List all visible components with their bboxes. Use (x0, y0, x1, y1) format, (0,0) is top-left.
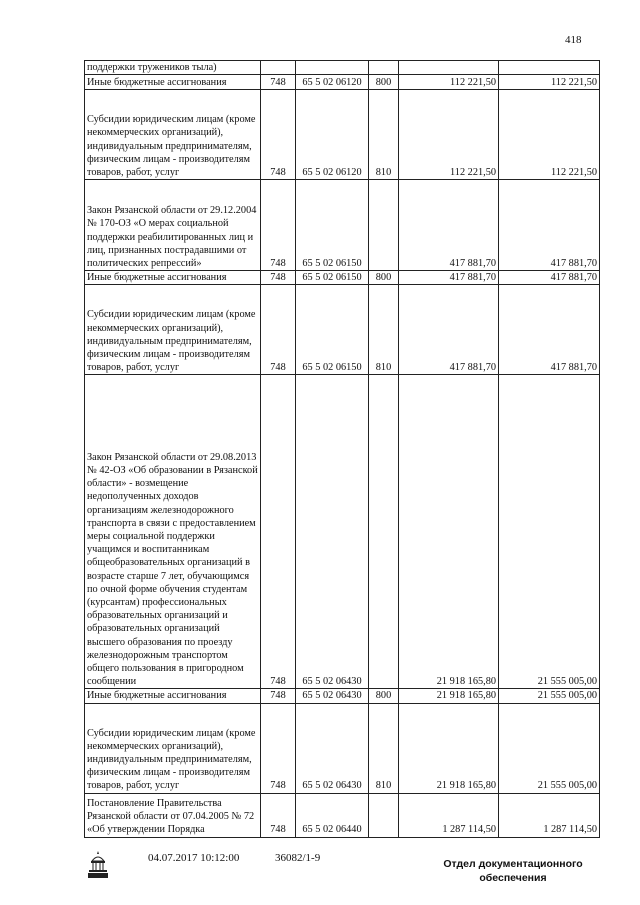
row-vr (369, 180, 399, 271)
row-sum-2018: 1 287 114,50 (399, 793, 499, 837)
footer-department (438, 857, 588, 885)
row-vr: 800 (369, 689, 399, 703)
row-gr: 748 (261, 90, 296, 180)
row-gr: 748 (261, 75, 296, 90)
row-sum-2019: 21 555 005,00 (499, 689, 600, 703)
department-line-1: Отдел документационного (443, 858, 583, 870)
row-vr: 810 (369, 703, 399, 793)
row-gr: 748 (261, 271, 296, 285)
row-sum-2018 (399, 61, 499, 75)
row-gr (261, 61, 296, 75)
footer-doc-number: 36082/1-9 (275, 852, 321, 864)
row-name: Постановление Правительства Рязанской области от 07.04.2005 № 72 «Об утверждении Порядка (85, 793, 261, 837)
row-gr: 748 (261, 285, 296, 375)
row-sum-2019: 417 881,70 (499, 285, 600, 375)
row-sum-2018: 21 918 165,80 (399, 689, 499, 703)
row-sum-2018: 417 881,70 (399, 285, 499, 375)
row-name: Субсидии юридическим лицам (кроме некоммерческих организаций), индивидуальным предпринимателям, физическим лицам - производителям товаров, работ, услуг (85, 90, 261, 180)
row-vr: 810 (369, 285, 399, 375)
duma-logo-icon (86, 849, 110, 879)
row-name: Субсидии юридическим лицам (кроме некоммерческих организаций), индивидуальным предпринимателям, физическим лицам - производителям товаров, работ, услуг (85, 285, 261, 375)
row-sum-2019: 417 881,70 (499, 180, 600, 271)
row-sum-2019: 21 555 005,00 (499, 375, 600, 689)
table-row (85, 793, 600, 837)
department-line-2: обеспечения (479, 872, 547, 884)
row-vr (369, 375, 399, 689)
row-gr: 748 (261, 793, 296, 837)
table-row (85, 180, 600, 271)
row-cs: 65 5 02 06120 (296, 90, 369, 180)
row-sum-2018: 21 918 165,80 (399, 703, 499, 793)
table-row (85, 285, 600, 375)
row-name: Закон Рязанской области от 29.08.2013 № 42-ОЗ «Об образовании в Рязанской области» - возмещение недополученных доходов организациям железнодорожного транспорта в связи с предоставлением меры социальной поддержки учащимся и воспитанникам общеобразовательных организаций в возрасте старше 7 лет, обучающимся по очной форме обучения студентам (курсантам) профессиональных образовательных организаций и образовательных организаций высшего образования по проезду железнодорожным транспортом общего пользования в пригородном сообщении (85, 375, 261, 689)
row-sum-2018: 112 221,50 (399, 90, 499, 180)
row-gr: 748 (261, 703, 296, 793)
table-row (85, 703, 600, 793)
row-gr: 748 (261, 180, 296, 271)
row-cs: 65 5 02 06150 (296, 271, 369, 285)
row-cs (296, 61, 369, 75)
row-sum-2018: 112 221,50 (399, 75, 499, 90)
row-cs: 65 5 02 06430 (296, 689, 369, 703)
row-name: Иные бюджетные ассигнования (85, 689, 261, 703)
row-vr: 800 (369, 75, 399, 90)
page-number: 418 (565, 34, 582, 46)
row-sum-2019: 112 221,50 (499, 75, 600, 90)
row-cs: 65 5 02 06440 (296, 793, 369, 837)
row-gr: 748 (261, 375, 296, 689)
row-cs: 65 5 02 06430 (296, 703, 369, 793)
table-row (85, 90, 600, 180)
row-sum-2019: 417 881,70 (499, 271, 600, 285)
footer-datetime: 04.07.2017 10:12:00 (148, 852, 240, 864)
row-vr: 810 (369, 90, 399, 180)
row-cs: 65 5 02 06150 (296, 285, 369, 375)
row-vr: 800 (369, 271, 399, 285)
table-row (85, 271, 600, 285)
row-cs: 65 5 02 06120 (296, 75, 369, 90)
row-sum-2019 (499, 61, 600, 75)
table-row (85, 689, 600, 703)
table-row (85, 375, 600, 689)
row-cs: 65 5 02 06150 (296, 180, 369, 271)
row-gr: 748 (261, 689, 296, 703)
row-sum-2018: 21 918 165,80 (399, 375, 499, 689)
row-sum-2019: 112 221,50 (499, 90, 600, 180)
row-name: Иные бюджетные ассигнования (85, 271, 261, 285)
row-sum-2018: 417 881,70 (399, 271, 499, 285)
budget-table (84, 60, 600, 838)
row-sum-2019: 21 555 005,00 (499, 703, 600, 793)
row-cs: 65 5 02 06430 (296, 375, 369, 689)
row-name: Закон Рязанской области от 29.12.2004 № 170-ОЗ «О мерах социальной поддержки реабилитированных лиц и лиц, признанных пострадавшими от политических репрессий» (85, 180, 261, 271)
row-sum-2018: 417 881,70 (399, 180, 499, 271)
row-sum-2019: 1 287 114,50 (499, 793, 600, 837)
row-vr (369, 793, 399, 837)
row-name: Иные бюджетные ассигнования (85, 75, 261, 90)
table-row (85, 75, 600, 90)
row-vr (369, 61, 399, 75)
row-name: Субсидии юридическим лицам (кроме некоммерческих организаций), индивидуальным предпринимателям, физическим лицам - производителям товаров, работ, услуг (85, 703, 261, 793)
table-row (85, 61, 600, 75)
row-name: поддержки тружеников тыла) (85, 61, 261, 75)
